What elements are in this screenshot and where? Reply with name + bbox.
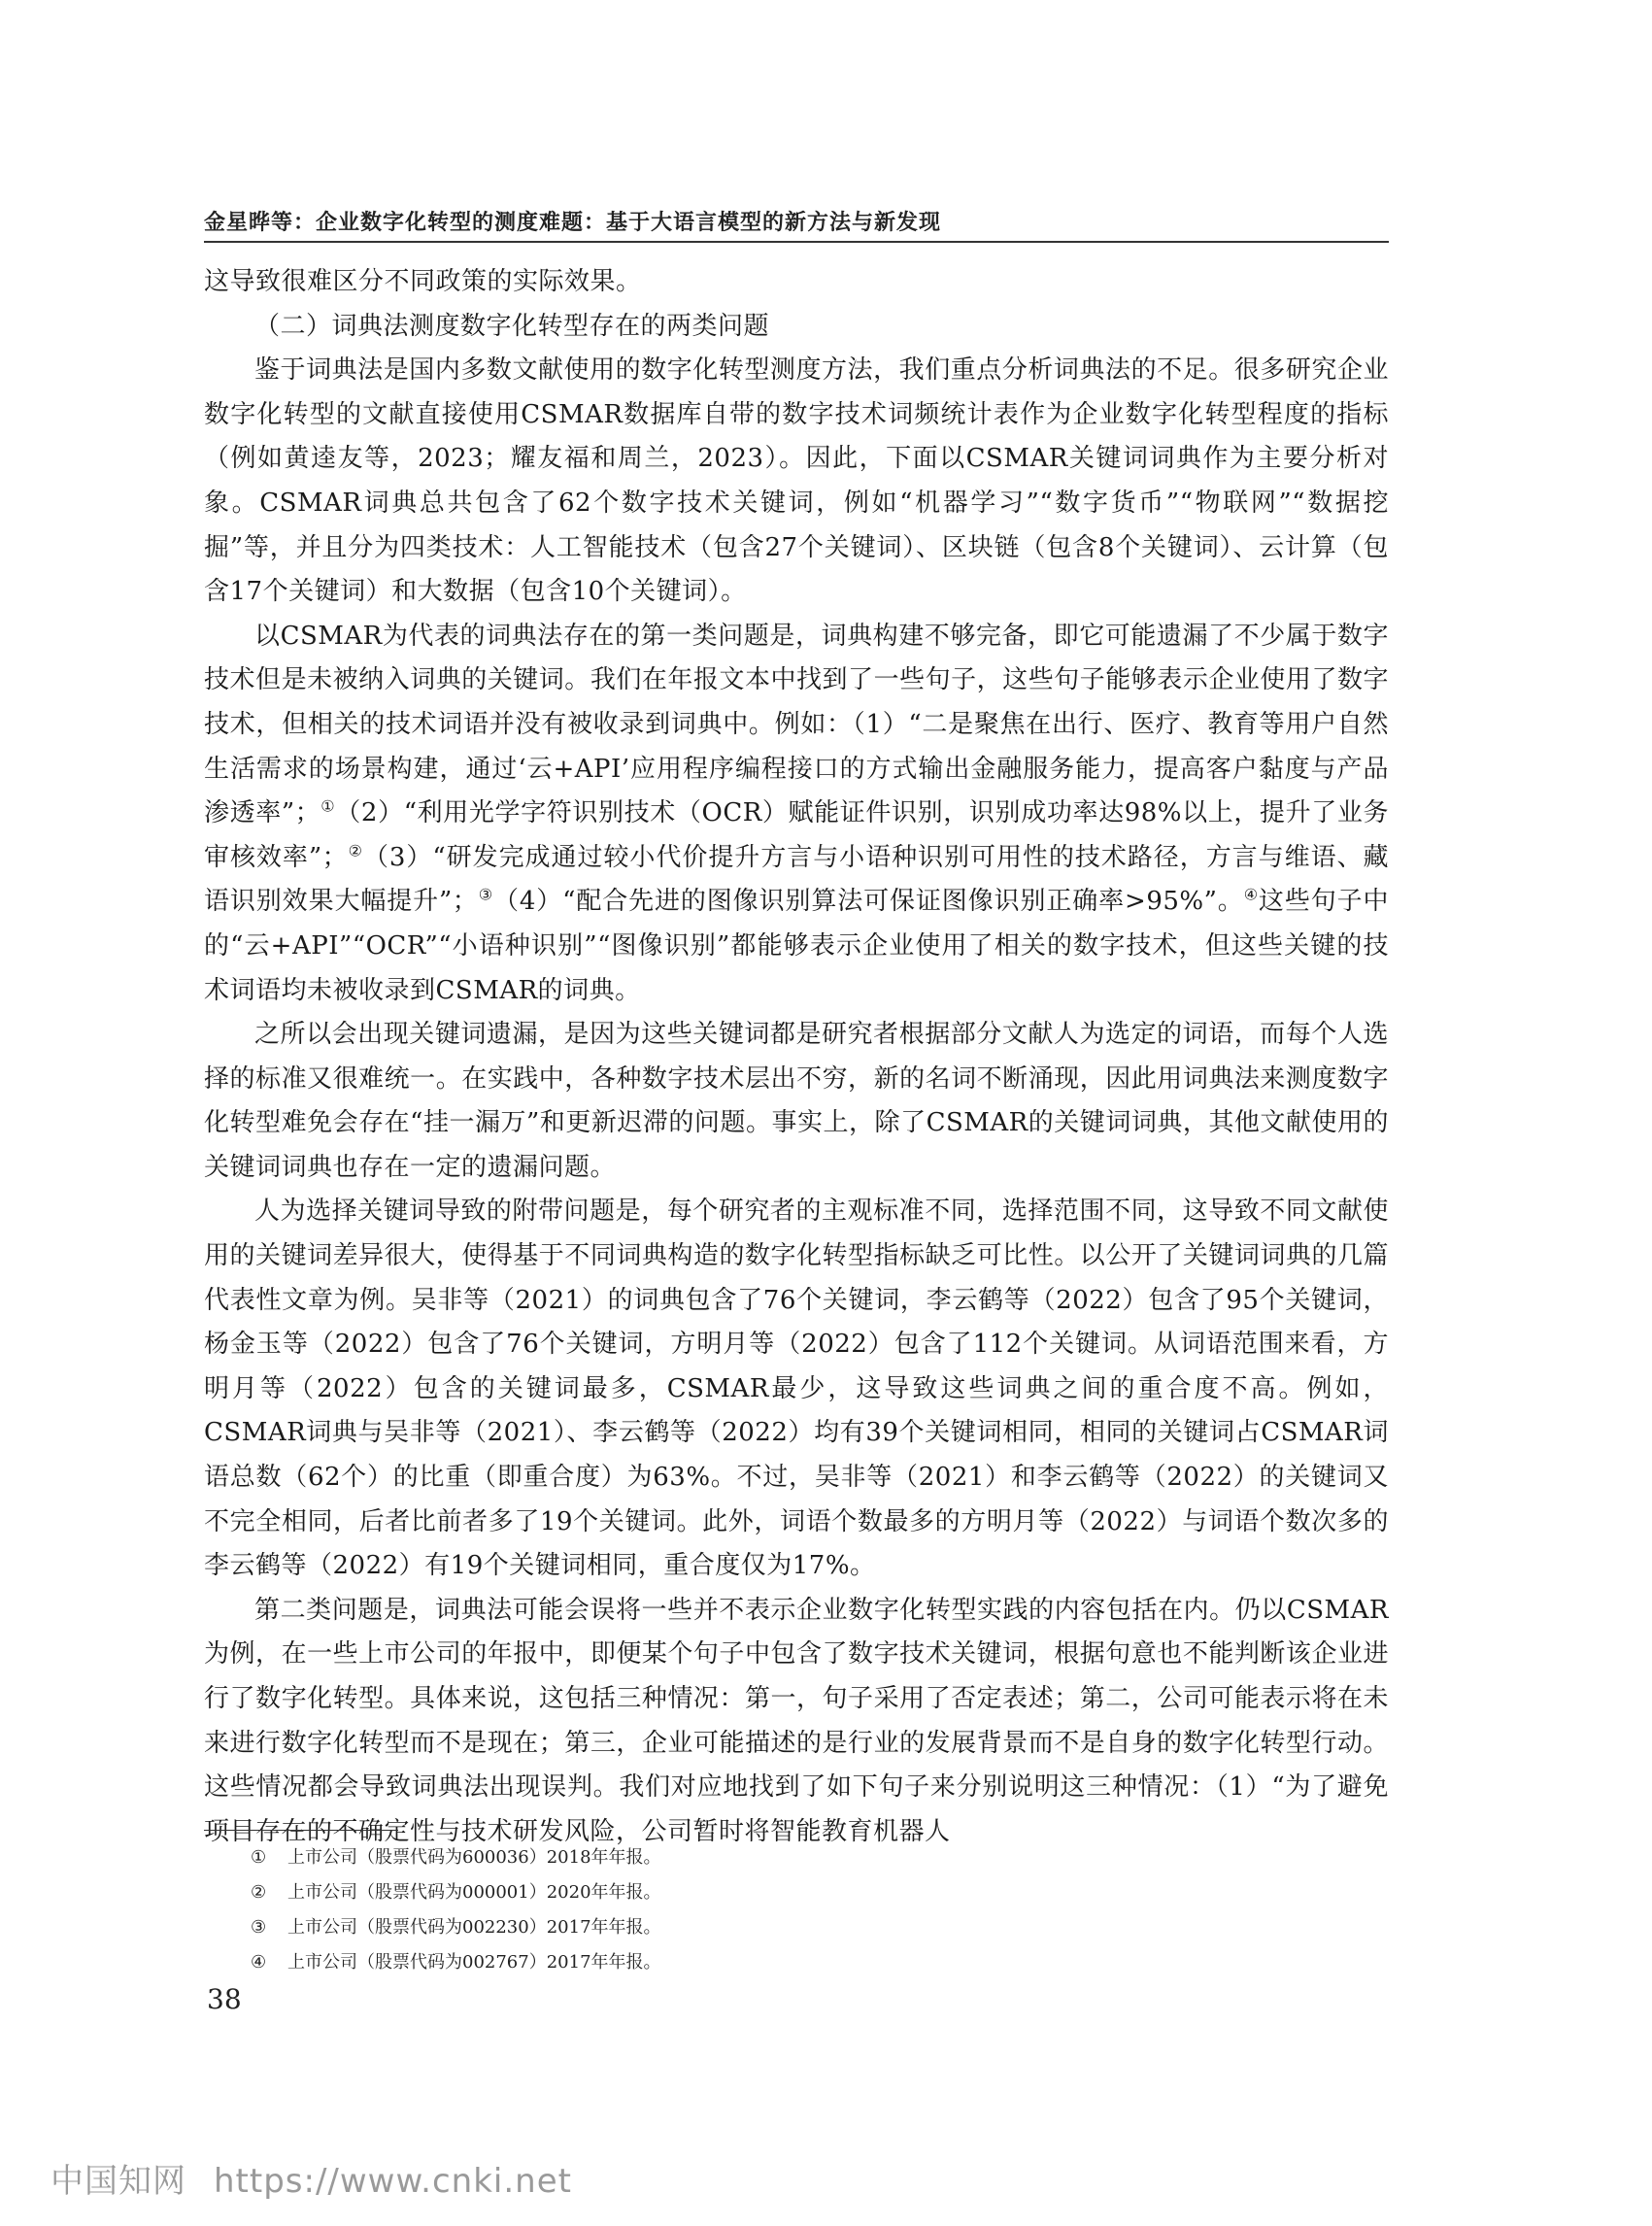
paragraph-2 (204, 615, 1389, 1013)
footnote-ref-1[interactable]: ① (320, 796, 336, 816)
body-text (204, 260, 1389, 1854)
section-heading: （二）词典法测度数字化转型存在的两类问题 (254, 311, 770, 341)
cnki-watermark (51, 2154, 572, 2202)
footnote-mark: ② (251, 1882, 267, 1903)
lead-in-line: 这导致很难区分不同政策的实际效果。 (204, 267, 642, 296)
paragraph-4: 人为选择关键词导致的附带问题是，每个研究者的主观标准不同，选择范围不同，这导致不同文献使用的关键词差异很大，使得基于不同词典构造的数字化转型指标缺乏可比性。以公开了关键词词典的几篇代表性文章为例。吴非等（2021）的词典包含了76个关键词，李云鹤等（2022）包含了95个关键词，杨金玉等（2022）包含了76个关键词，方明月等（2022）包含了112个关键词。从词语范围来看，方明月等（2022）包含的关键词最多，CSMAR最少，这导致这些词典之间的重合度不高。例如，CSMAR词典与吴非等（2021）、李云鹤等（2022）均有39个关键词相同，相同的关键词占CSMAR词语总数（62个）的比重（即重合度）为63%。不过，吴非等（2021）和李云鹤等（2022）的关键词又不完全相同，后者比前者多了19个关键词。此外，词语个数最多的方明月等（2022）与词语个数次多的李云鹤等（2022）有19个关键词相同，重合度仅为17%。 (204, 1197, 1389, 1581)
paragraph-2-segment-4: （4）“配合先进的图像识别算法可保证图像识别正确率>95%”。 (492, 887, 1244, 917)
page-number: 38 (207, 1983, 242, 2015)
footnote-mark: ④ (251, 1952, 267, 1973)
footnote-text: 上市公司（股票代码为000001）2020年年报。 (287, 1882, 661, 1903)
footnote-item (251, 1910, 661, 1945)
paragraph-1: 鉴于词典法是国内多数文献使用的数字化转型测度方法，我们重点分析词典法的不足。很多研究企业数字化转型的文献直接使用CSMAR数据库自带的数字技术词频统计表作为企业数字化转型程度的指标（例如黄逵友等，2023；耀友福和周兰，2023）。因此，下面以CSMAR关键词词典作为主要分析对象。CSMAR词典总共包含了62个数字技术关键词，例如“机器学习”“数字货币”“物联网”“数据挖掘”等，并且分为四类技术：人工智能技术（包含27个关键词）、区块链（包含8个关键词）、云计算（包含17个关键词）和大数据（包含10个关键词）。 (204, 355, 1389, 607)
watermark-brand: 中国知网 (51, 2162, 186, 2201)
footnote-text: 上市公司（股票代码为002230）2017年年报。 (287, 1917, 661, 1938)
paragraph-2-segment-3: （3）“研发完成通过较小代价提升方言与小语种识别可用性的技术路径，方言与维语、藏语识别效果大幅提升”； (204, 842, 1390, 917)
footnote-ref-3[interactable]: ③ (478, 885, 493, 904)
paragraph-2-segment-5: 这些句子中的“云+API”“OCR”“小语种识别”“图像识别”都能够表示企业使用了相关的数字技术，但这些关键的技术词语均未被收录到CSMAR的词典。 (204, 887, 1389, 1005)
footnote-item (251, 1945, 661, 1980)
header-rule (204, 241, 1389, 243)
footnote-ref-4[interactable]: ④ (1243, 885, 1259, 904)
footnote-text: 上市公司（股票代码为002767）2017年年报。 (287, 1952, 661, 1973)
paragraph-2-segment-2: （2）“利用光学字符识别技术（OCR）赋能证件识别，识别成功率达98%以上，提升了业务审核效率”； (204, 798, 1389, 872)
footnote-ref-2[interactable]: ② (348, 841, 363, 860)
footnote-item (251, 1840, 661, 1875)
footnote-mark: ① (251, 1847, 267, 1868)
running-header: 金星晔等：企业数字化转型的测度难题：基于大语言模型的新方法与新发现 (204, 211, 942, 235)
watermark-url[interactable]: https://www.cnki.net (214, 2162, 572, 2201)
footnote-text: 上市公司（股票代码为600036）2018年年报。 (287, 1847, 661, 1868)
footnotes (251, 1840, 661, 1980)
footnote-item (251, 1875, 661, 1910)
paragraph-2-segment-1: 以CSMAR为代表的词典法存在的第一类问题是，词典构建不够完备，即它可能遗漏了不少属于数字技术但是未被纳入词典的关键词。我们在年报文本中找到了一些句子，这些句子能够表示企业使用了数字技术，但相关的技术词语并没有被收录到词典中。例如：（1）“二是聚焦在出行、医疗、教育等用户自然生活需求的场景构建，通过‘云+API’应用程序编程接口的方式输出金融服务能力，提高客户黏度与产品渗透率”； (204, 621, 1389, 828)
paragraph-5: 第二类问题是，词典法可能会误将一些并不表示企业数字化转型实践的内容包括在内。仍以CSMAR为例，在一些上市公司的年报中，即便某个句子中包含了数字技术关键词，根据句意也不能判断该企业进行了数字化转型。具体来说，这包括三种情况：第一，句子采用了否定表述；第二，公司可能表示将在未来进行数字化转型而不是现在；第三，企业可能描述的是行业的发展背景而不是自身的数字化转型行动。这些情况都会导致词典法出现误判。我们对应地找到了如下句子来分别说明这三种情况：（1）“为了避免项目存在的不确定性与技术研发风险，公司暂时将智能教育机器人 (204, 1595, 1389, 1846)
footnote-mark: ③ (251, 1917, 267, 1938)
paragraph-3: 之所以会出现关键词遗漏，是因为这些关键词都是研究者根据部分文献人为选定的词语，而每个人选择的标准又很难统一。在实践中，各种数字技术层出不穷，新的名词不断涌现，因此用词典法来测度数字化转型难免会存在“挂一漏万”和更新迟滞的问题。事实上，除了CSMAR的关键词词典，其他文献使用的关键词词典也存在一定的遗漏问题。 (204, 1020, 1389, 1182)
footnote-rule (204, 1830, 398, 1831)
